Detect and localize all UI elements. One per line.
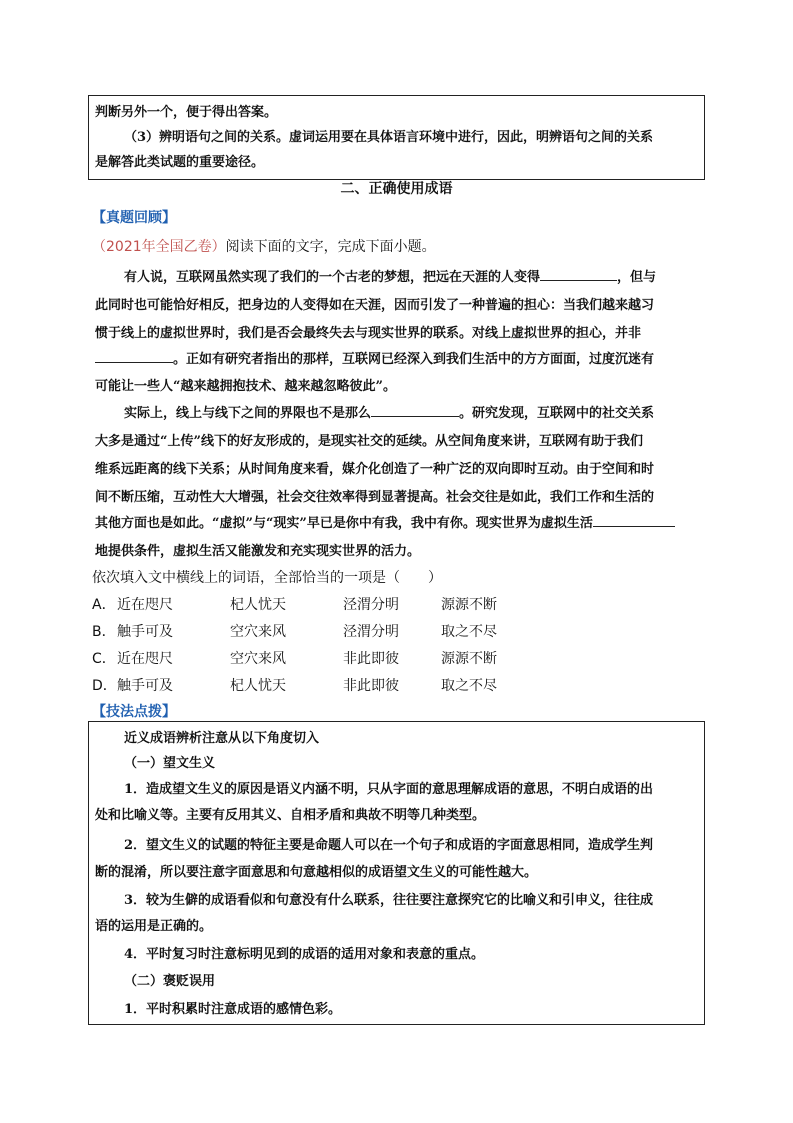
- box-text-line: 判断另外一个，便于得出答案。: [95, 105, 278, 120]
- passage-line: 此同时也可能恰好相反，把身边的人变得如在天涯，因而引发了一种普遍的担心：当我们越来越习: [95, 298, 655, 313]
- option-word: 触手可及: [117, 624, 173, 640]
- review-heading: 【真题回顾】: [92, 210, 176, 226]
- option-word: 杞人忧天: [230, 597, 286, 613]
- passage-line: 。正如有研究者指出的那样，互联网已经深入到我们生活中的方方面面，过度沉迷有: [95, 348, 654, 367]
- passage-line: 可能让一些人“越来越拥抱技术、越来越忽略彼此”。: [95, 379, 396, 394]
- tips-line: （二）褒贬误用: [124, 974, 216, 989]
- option-word: 泾渭分明: [343, 597, 399, 613]
- section-title: 二、正确使用成语: [340, 181, 453, 197]
- tips-line: 1．造成望文生义的原因是语义内涵不明，只从字面的意思理解成语的意思，不明白成语的出: [124, 782, 654, 797]
- tips-line: 语的运用是正确的。: [95, 919, 213, 934]
- question-instruction: 阅读下面的文字，完成下面小题。: [225, 239, 436, 255]
- passage-line: 实际上，线上与线下之间的界限也不是那么 。研究发现，互联网中的社交关系: [124, 406, 655, 421]
- option-letter: C．: [92, 651, 116, 667]
- option-word: 触手可及: [117, 678, 173, 694]
- passage-line: 其他方面也是如此。“虚拟”与“现实”早已是你中有我，我中有你。现实世界为虚拟生活: [95, 512, 675, 531]
- passage-line: 大多是通过“上传”线下的好友形成的，是现实社交的延续。从空间角度来讲，互联网有助于我们: [95, 434, 643, 449]
- option-word: 空穴来风: [230, 624, 286, 640]
- question-prompt: 依次填入文中横线上的词语，全部恰当的一项是（ ）: [92, 570, 442, 586]
- option-word: 非此即彼: [343, 651, 399, 667]
- option-word: 杞人忧天: [230, 678, 286, 694]
- option-word: 非此即彼: [343, 678, 399, 694]
- box-text-line: （3）辨明语句之间的关系。虚词运用要在具体语言环境中进行，因此，明辨语句之间的关系: [124, 130, 654, 145]
- option-word: 空穴来风: [230, 651, 286, 667]
- tips-line: 断的混淆，所以要注意字面意思和句意越相似的成语望文生义的可能性越大。: [95, 865, 538, 880]
- tips-line: 3．较为生僻的成语看似和句意没有什么联系，往往要注意探究它的比喻义和引申义，往往成: [124, 893, 654, 908]
- answer-blank: [593, 514, 675, 527]
- option-word: 源源不断: [441, 597, 497, 613]
- tips-line: （一）望文生义: [124, 756, 216, 771]
- tips-line: 2．望文生义的试题的特征主要是命题人可以在一个句子和成语的字面意思相同，造成学生判: [124, 838, 654, 853]
- tips-line: 近义成语辨析注意从以下角度切入: [124, 731, 320, 746]
- box-text-line: 是解答此类试题的重要途径。: [95, 155, 265, 170]
- option-letter: A．: [92, 597, 116, 613]
- tips-line: 1．平时积累时注意成语的感情色彩。: [124, 1002, 342, 1017]
- answer-blank: [540, 268, 617, 281]
- tips-line: 处和比喻义等。主要有反用其义、自相矛盾和典故不明等几种类型。: [95, 808, 486, 823]
- passage-line: 间不断压缩，互动性大大增强，社会交往效率得到显著提高。社会交往是如此，我们工作和生活的: [95, 490, 655, 505]
- option-word: 近在咫尺: [117, 651, 173, 667]
- tips-heading: 【技法点拨】: [92, 704, 176, 720]
- option-letter: B．: [92, 624, 116, 640]
- passage-line: 维系远距离的线下关系；从时间角度来看，媒介化创造了一种广泛的双向即时互动。由于空间和时: [95, 462, 655, 477]
- passage-line: 地提供条件，虚拟生活又能激发和充实现实世界的活力。: [95, 544, 421, 559]
- option-word: 泾渭分明: [343, 624, 399, 640]
- question-intro: [92, 236, 436, 256]
- option-word: 近在咫尺: [117, 597, 173, 613]
- passage-line: 有人说，互联网虽然实现了我们的一个古老的梦想，把远在天涯的人变得 ，但与: [124, 270, 657, 285]
- option-word: 源源不断: [441, 651, 497, 667]
- question-source: （2021年全国乙卷）: [92, 239, 226, 255]
- answer-blank: [371, 404, 459, 417]
- tips-line: 4．平时复习时注意标明见到的成语的适用对象和表意的重点。: [124, 947, 485, 962]
- passage-line: 惯于线上的虚拟世界时，我们是否会最终失去与现实世界的联系。对线上虚拟世界的担心，并非: [95, 326, 642, 341]
- option-word: 取之不尽: [441, 678, 497, 694]
- option-letter: D．: [92, 678, 117, 694]
- option-word: 取之不尽: [441, 624, 497, 640]
- answer-blank: [95, 350, 173, 363]
